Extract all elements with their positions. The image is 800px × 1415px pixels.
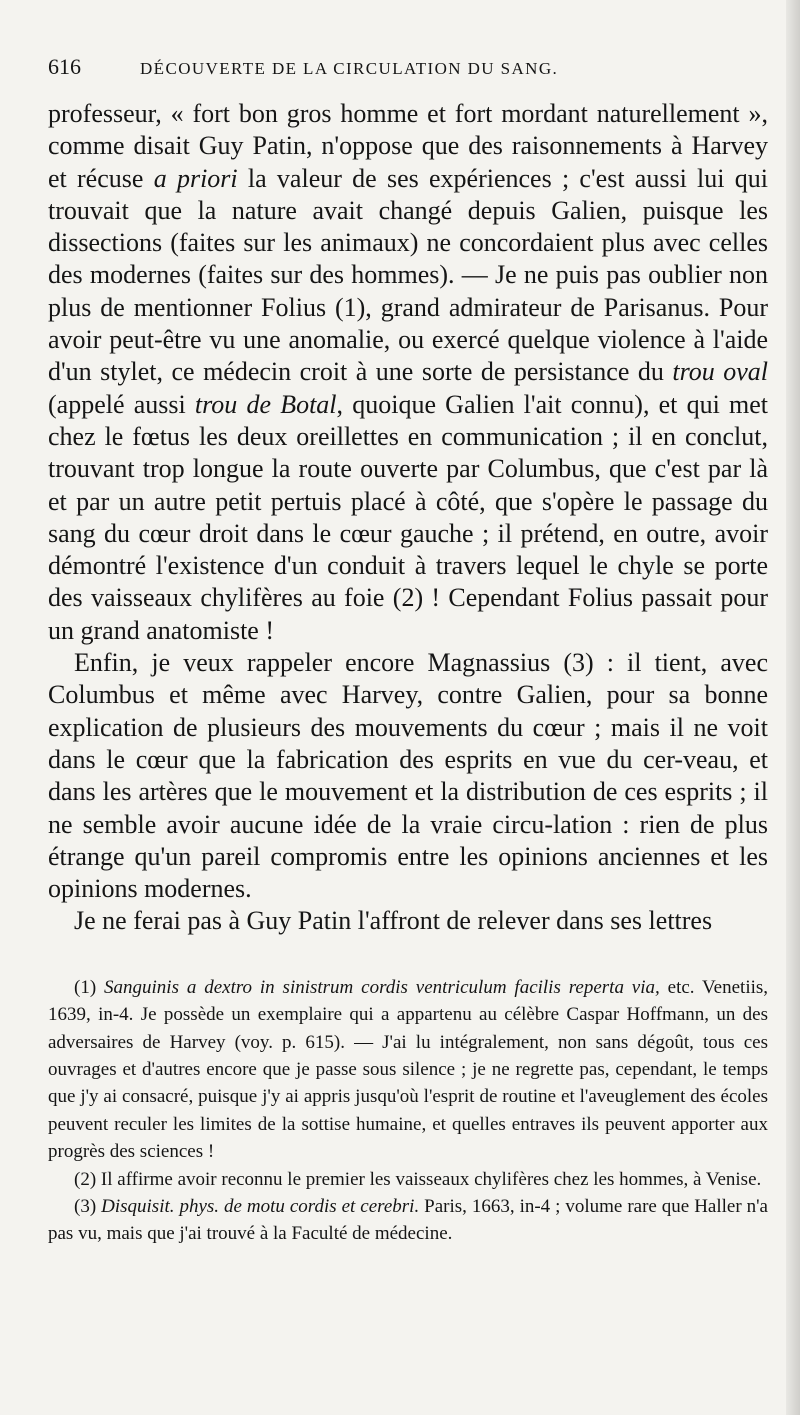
paragraph-1-text-1: professeur, « fort bon gros homme et fort mordant naturellement », comme disait Guy Patin, n'oppose que des raisonnements à Harvey et récuse [48, 99, 768, 193]
footnote-1-italic: Sanguinis a dextro in sinistrum cordis ventriculum facilis reperta via, [104, 976, 660, 998]
footnote-3-marker: (3) [74, 1195, 102, 1217]
footnote-3-text: Paris, 1663, in-4 ; volume rare que Haller n'a pas vu, mais que j'ai trouvé à la Faculté de médecine. [48, 1195, 768, 1245]
running-title: DÉCOUVERTE DE LA CIRCULATION DU SANG. [140, 59, 559, 78]
paragraph-1-text-3: (appelé aussi [48, 389, 195, 419]
paragraph-1-text-4: , quoique Galien l'ait connu), et qui met chez le fœtus les deux oreillettes en communication ; il en conclut, trouvant trop longue la route ouverte par Columbus, que c'est par là et par un autre petit pertuis placé à côté, que s'opère le passage du sang du cœur droit dans le cœur gauche ; il prétend, en outre, avoir démontré l'existence d'un conduit à travers lequel le chyle se porte des vaisseaux chylifères au foie (2) ! Cependant Folius passait pour un grand anatomiste ! [48, 389, 768, 645]
book-gutter-shadow [786, 0, 800, 1415]
running-head [48, 54, 768, 94]
paragraph-1-italic-2: trou oval [672, 357, 769, 387]
body-text [48, 98, 768, 938]
footnotes [48, 974, 768, 1248]
paragraph-1 [48, 98, 768, 647]
footnote-3 [48, 1193, 768, 1248]
paragraph-1-text-2: la valeur de ses expériences ; c'est aussi lui qui trouvait que la nature avait changé depuis Galien, puisque les dissections (faites sur les animaux) ne concordaient plus avec celles des modernes (faites sur des hommes). — Je ne puis pas oublier non plus de mentionner Folius (1), grand admirateur de Parisanus. Pour avoir peut-être vu une anomalie, ou exercé quelque violence à l'aide d'un stylet, ce médecin croit à une sorte de persistance du [48, 163, 768, 387]
footnote-1-text: etc. Venetiis, 1639, in-4. Je possède un exemplaire qui a appartenu au célèbre Caspar Hoffmann, un des adversaires de Harvey (voy. p. 615). — J'ai lu intégralement, non sans dégoût, tous ces ouvrages et d'autres encore que je passe sous silence ; je ne regrette pas, cependant, le temps que j'y ai consacré, puisque j'y ai appris jusqu'où l'esprit de routine et l'aveuglement des écoles peuvent reculer les limites de la sottise humaine, et quelles entraves ils peuvent apporter aux progrès des sciences ! [48, 976, 769, 1163]
footnote-2-marker: (2) [74, 1168, 101, 1190]
footnote-2-text: Il affirme avoir reconnu le premier les vaisseaux chylifères chez les hommes, à Venise. [100, 1168, 762, 1190]
book-page [48, 54, 768, 1248]
footnote-1 [48, 974, 768, 1166]
footnote-2 [48, 1166, 768, 1193]
paragraph-1-italic-1: a priori [153, 163, 238, 193]
paragraph-3: Je ne ferai pas à Guy Patin l'affront de relever dans ses lettres [74, 906, 713, 936]
footnote-3-italic: Disquisit. phys. de motu cordis et cerebri. [101, 1195, 420, 1217]
paragraph-2: Enfin, je veux rappeler encore Magnassius (3) : il tient, avec Columbus et même avec Harvey, contre Galien, pour sa bonne explication de plusieurs des mouvements du cœur ; mais il ne voit dans le cœur que la fabrication des esprits en vue du cer-veau, et dans les artères que le mouvement et la distribution de ces esprits ; il ne semble avoir aucune idée de la vraie circu-lation : rien de plus étrange qu'un pareil compromis entre les opinions anciennes et les opinions modernes. [48, 648, 768, 904]
footnote-1-marker: (1) [74, 976, 105, 998]
paragraph-1-italic-3: trou de Botal [194, 389, 337, 419]
page-number: 616 [48, 54, 81, 79]
